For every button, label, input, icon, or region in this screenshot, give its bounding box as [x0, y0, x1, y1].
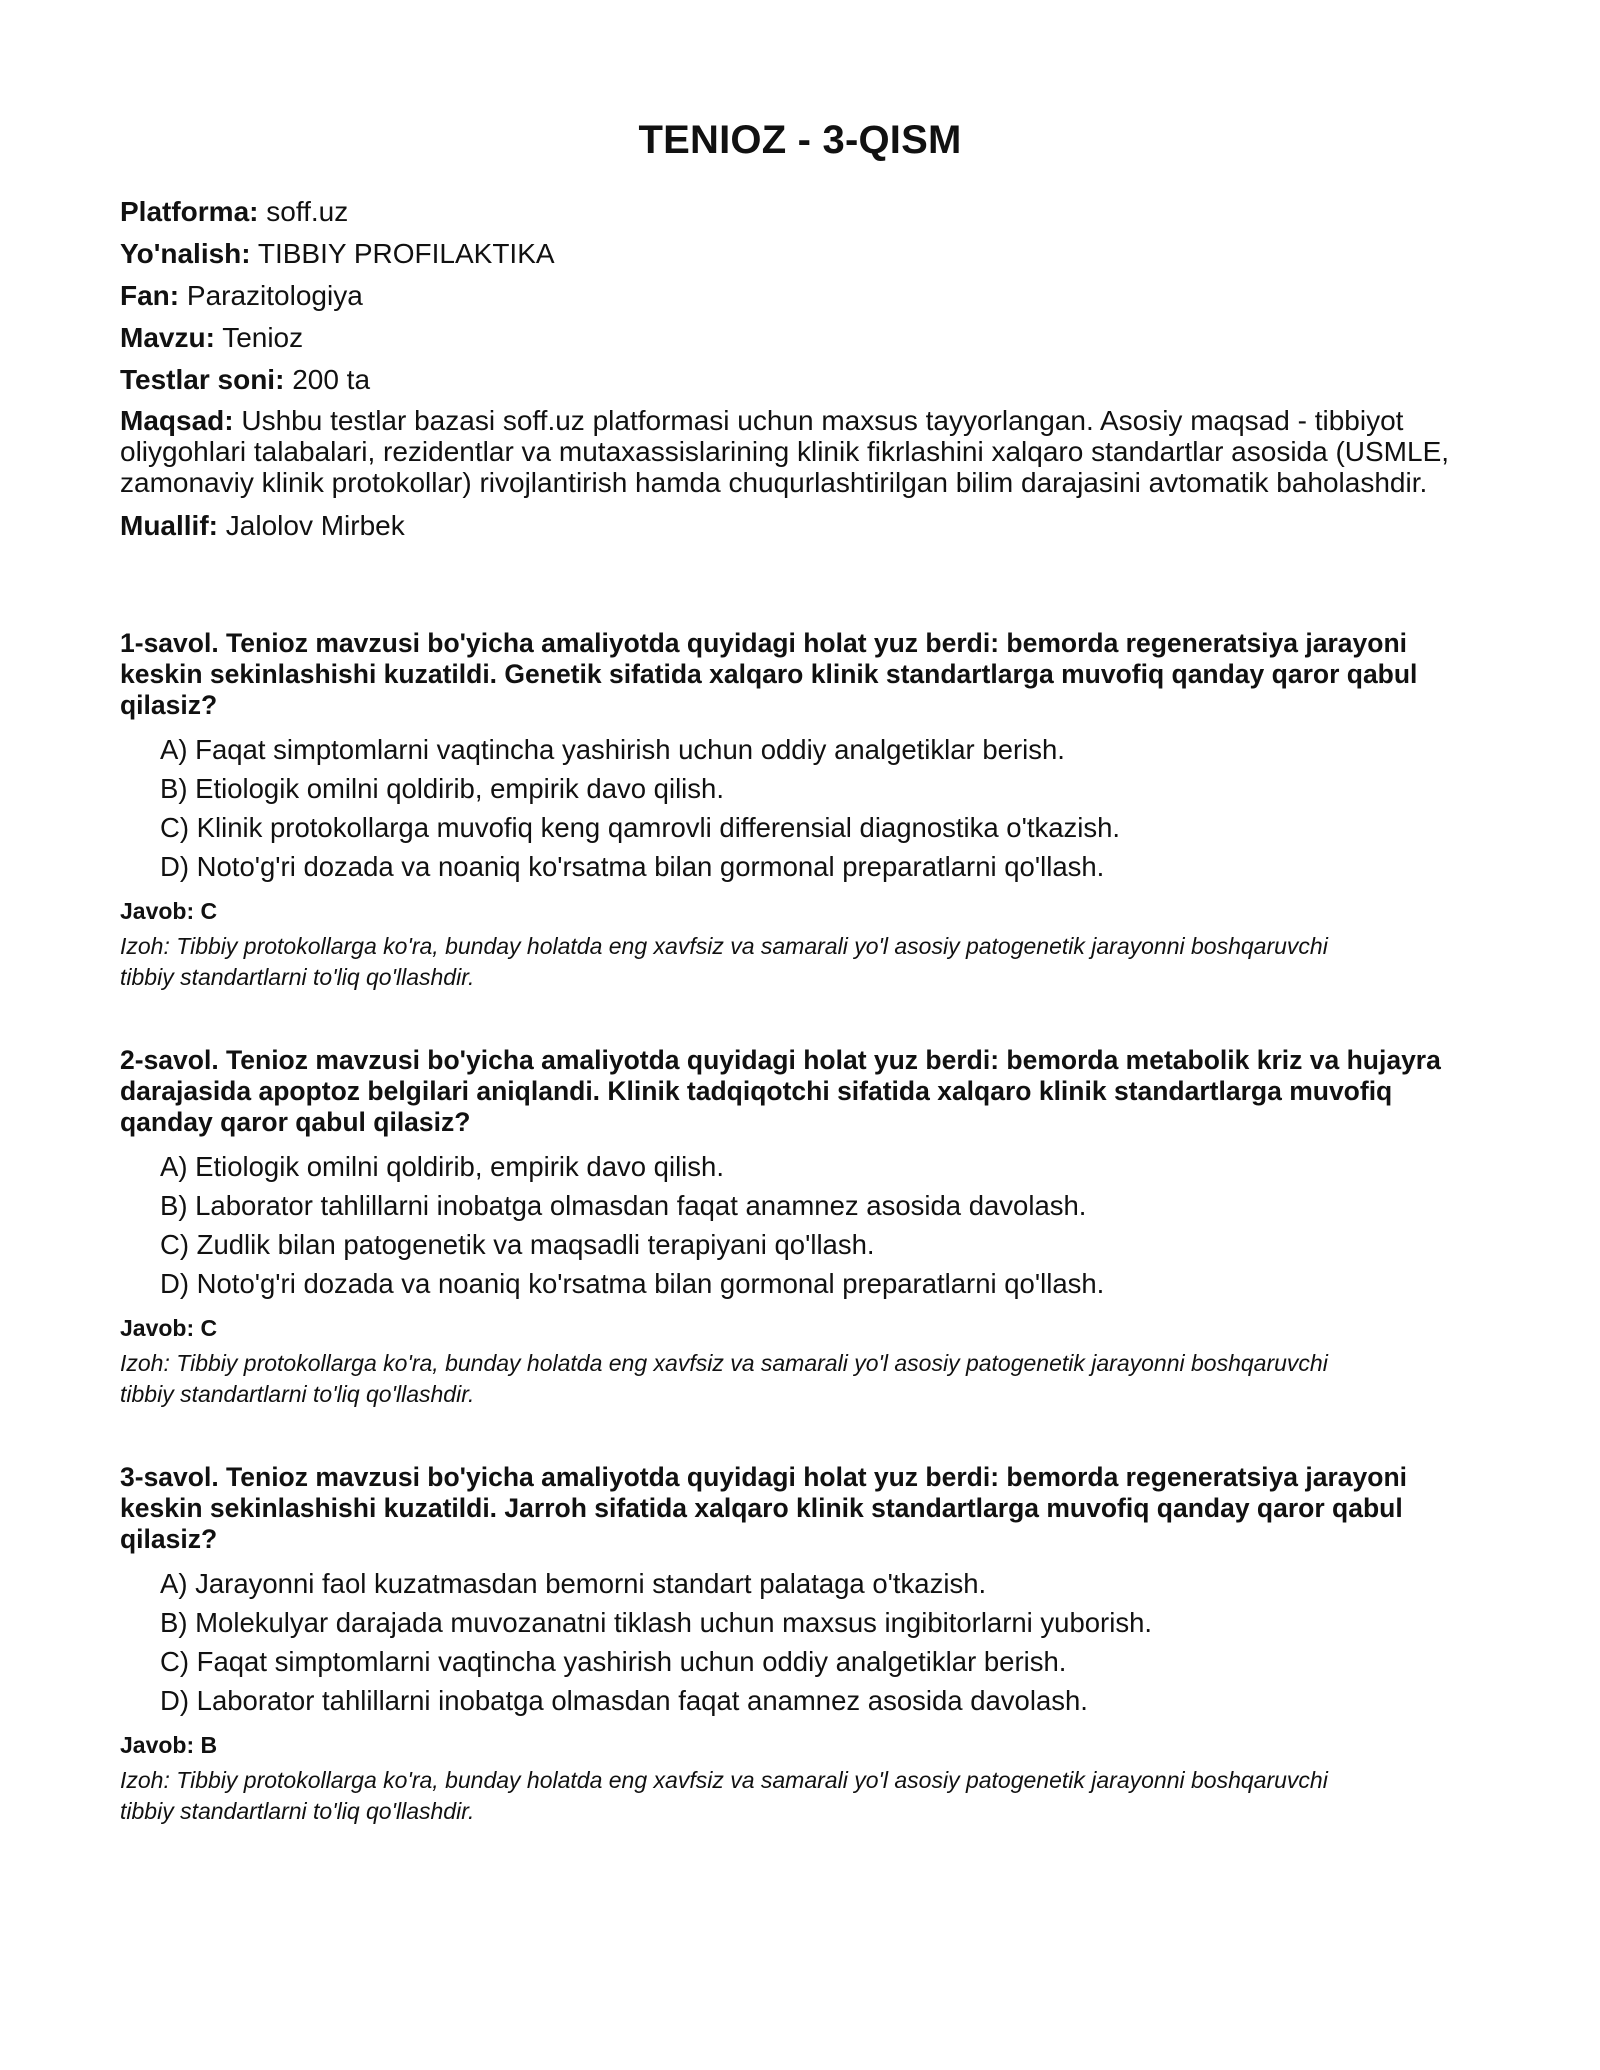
meta-yonalish — [120, 237, 1480, 270]
meta-testlar-soni — [120, 363, 1480, 396]
meta-value: Ushbu testlar bazasi soff.uz platformasi uchun maxsus tayyorlangan. Asosiy maqsad - tibbiyot oliygohlari talabalari, rezidentlar va mutaxassislarining klinik fikrlashini xalqaro standartlar asosida (USMLE, zamonaviy klinik protokollar) rivojlantirish hamda chuqurlashtirilgan bilim darajasini avtomatik baholashdir. — [120, 405, 1450, 498]
option-a: A) Etiologik omilni qoldirib, empirik davo qilish. — [160, 1151, 724, 1182]
question-text: 2-savol. Tenioz mavzusi bo'yicha amaliyotda quyidagi holat yuz berdi: bemorda metabolik kriz va hujayra darajasida apoptoz belgilari aniqlandi. Klinik tadqiqotchi sifatida xalqaro klinik standartlarga muvofiq qanday qaror qabul qilasiz? — [120, 1045, 1441, 1137]
meta-mavzu — [120, 321, 1480, 354]
option-d: D) Laborator tahlillarni inobatga olmasdan faqat anamnez asosida davolash. — [160, 1685, 1088, 1716]
answer: Javob: C — [120, 898, 218, 924]
option-a: A) Faqat simptomlarni vaqtincha yashirish uchun oddiy analgetiklar berish. — [160, 734, 1065, 765]
document-metadata — [120, 195, 1480, 542]
meta-platforma — [120, 195, 1480, 228]
meta-maqsad — [120, 405, 1480, 498]
explanation: Izoh: Tibbiy protokollarga ko'ra, bunday holatda eng xavfsiz va samarali yo'l asosiy patogenetik jarayonni boshqaruvchi tibbiy standartlarni to'liq qo'llashdir. — [120, 1350, 1328, 1407]
meta-key: Fan: — [120, 280, 180, 311]
option-a: A) Jarayonni faol kuzatmasdan bemorni standart palataga o'tkazish. — [160, 1568, 987, 1599]
explanation: Izoh: Tibbiy protokollarga ko'ra, bunday holatda eng xavfsiz va samarali yo'l asosiy patogenetik jarayonni boshqaruvchi tibbiy standartlarni to'liq qo'llashdir. — [120, 1767, 1328, 1824]
meta-value: Parazitologiya — [186, 280, 363, 311]
meta-key: Testlar soni: — [120, 364, 285, 395]
meta-value: Tenioz — [222, 322, 304, 353]
meta-value: 200 ta — [292, 364, 371, 395]
option-d: D) Noto'g'ri dozada va noaniq ko'rsatma bilan gormonal preparatlarni qo'llash. — [160, 1268, 1105, 1299]
question-1 — [120, 628, 1480, 993]
explanation: Izoh: Tibbiy protokollarga ko'ra, bunday holatda eng xavfsiz va samarali yo'l asosiy patogenetik jarayonni boshqaruvchi tibbiy standartlarni to'liq qo'llashdir. — [120, 933, 1328, 990]
option-c: C) Zudlik bilan patogenetik va maqsadli terapiyani qo'llash. — [160, 1229, 875, 1260]
meta-value: TIBBIY PROFILAKTIKA — [257, 238, 555, 269]
meta-key: Maqsad: — [120, 405, 234, 436]
meta-value: Jalolov Mirbek — [225, 510, 405, 541]
question-2 — [120, 1045, 1480, 1410]
meta-value: soff.uz — [266, 196, 349, 227]
question-list — [120, 628, 1480, 1827]
meta-key: Muallif: — [120, 510, 218, 541]
option-b: B) Laborator tahlillarni inobatga olmasdan faqat anamnez asosida davolash. — [160, 1190, 1087, 1221]
option-c: C) Faqat simptomlarni vaqtincha yashirish uchun oddiy analgetiklar berish. — [160, 1646, 1067, 1677]
option-b: B) Molekulyar darajada muvozanatni tiklash uchun maxsus ingibitorlarni yuborish. — [160, 1607, 1153, 1638]
option-list — [120, 733, 1480, 883]
question-3 — [120, 1462, 1480, 1827]
question-text: 3-savol. Tenioz mavzusi bo'yicha amaliyotda quyidagi holat yuz berdi: bemorda regeneratsiya jarayoni keskin sekinlashishi kuzatildi. Jarroh sifatida xalqaro klinik standartlarga muvofiq qanday qaror qabul qilasiz? — [120, 1462, 1408, 1554]
answer: Javob: C — [120, 1315, 218, 1341]
document-title: TENIOZ - 3-QISM — [638, 118, 962, 162]
meta-key: Mavzu: — [120, 322, 215, 353]
option-list — [120, 1567, 1480, 1717]
meta-fan — [120, 279, 1480, 312]
meta-muallif — [120, 509, 1480, 542]
meta-key: Yo'nalish: — [120, 238, 251, 269]
meta-key: Platforma: — [120, 196, 259, 227]
option-list — [120, 1150, 1480, 1300]
option-c: C) Klinik protokollarga muvofiq keng qamrovli differensial diagnostika o'tkazish. — [160, 812, 1121, 843]
answer: Javob: B — [120, 1732, 218, 1758]
option-b: B) Etiologik omilni qoldirib, empirik davo qilish. — [160, 773, 724, 804]
option-d: D) Noto'g'ri dozada va noaniq ko'rsatma bilan gormonal preparatlarni qo'llash. — [160, 851, 1105, 882]
question-text: 1-savol. Tenioz mavzusi bo'yicha amaliyotda quyidagi holat yuz berdi: bemorda regeneratsiya jarayoni keskin sekinlashishi kuzatildi. Genetik sifatida xalqaro klinik standartlarga muvofiq qanday qaror qabul qilasiz? — [120, 628, 1418, 720]
